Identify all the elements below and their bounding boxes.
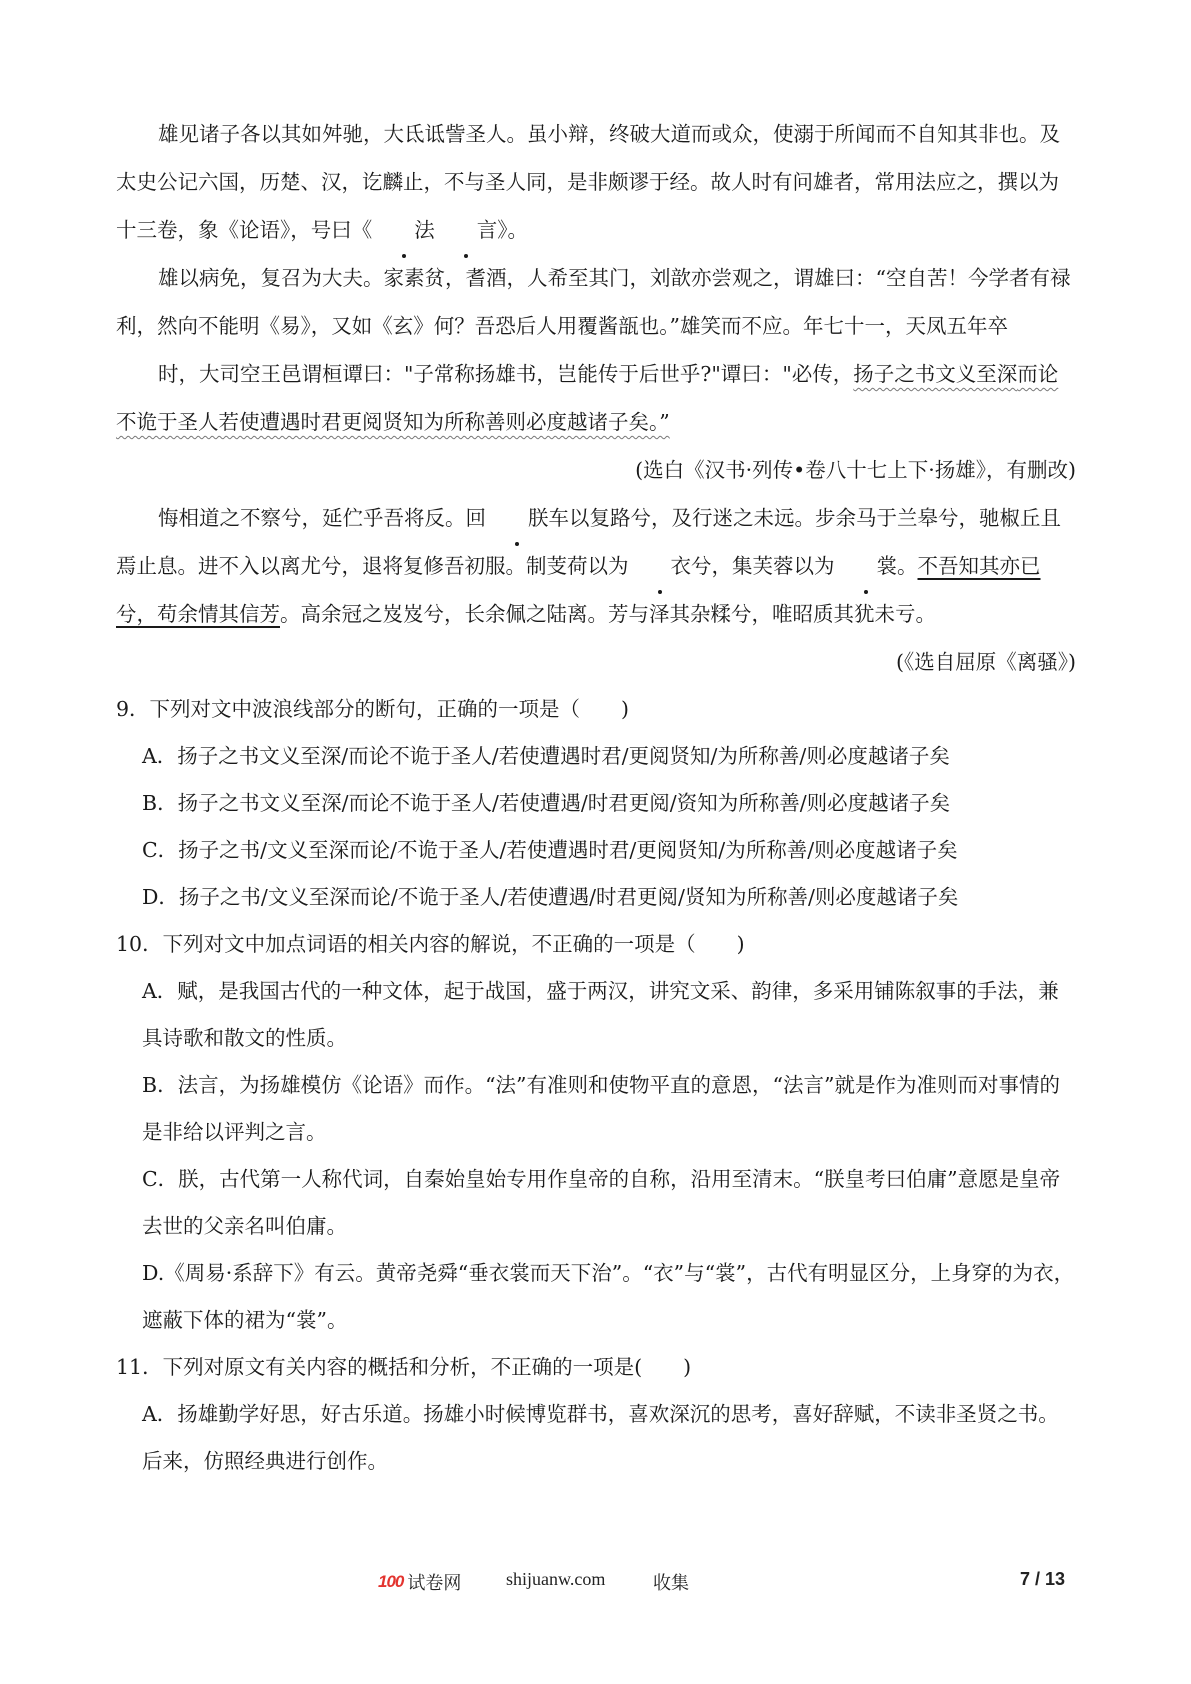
option-a: A．赋，是我国古代的一种文体，起于战国，盛于两汉，讲究文采、韵律，多采用铺陈叙事的手法，兼具诗歌和散文的性质。: [142, 979, 1059, 1050]
question-stem: 10．下列对文中加点词语的相关内容的解说，不正确的一项是（ ): [116, 932, 745, 956]
option-a: A．扬子之书文义至深/而论不诡于圣人/若使遭遇时君/更阅贤知/为所称善/则必度越诸子矣: [142, 744, 950, 768]
passage-text: 悔相道之不察兮，延伫乎吾将反。回: [158, 506, 486, 530]
question-stem: 9．下列对文中波浪线部分的断句，正确的一项是（ ): [116, 697, 630, 721]
wavy-underlined-text: 扬子之书文义至深: [853, 362, 1018, 386]
source-citation-1: (选白《汉书·列传•卷八十七上下·扬雄》，有删改): [635, 458, 1076, 482]
passage-text: 时，大司空王邑谓桓谭曰："子常称扬雄书，岂能传于后世乎?"谭曰："必传，: [158, 362, 854, 386]
emphasis-dot-word: 朕: [486, 494, 549, 542]
passage-text: 。: [897, 554, 918, 578]
document-body: [116, 112, 1076, 1485]
emphasis-dot-word: 衣: [629, 542, 692, 590]
passage-text: 车以复路兮，及行迷之未远。步余马于兰皋兮，驰椒丘且焉止息。进不入以离尤兮，退将复修吾初服。制芰荷以为: [116, 506, 1061, 578]
option-c: C．扬子之书/文义至深而论/不诡于圣人/若使遭遇时君/更阅贤知/为所称善/则必度越诸子矣: [142, 838, 958, 862]
passage-paragraph-1: [116, 110, 1076, 254]
emphasis-dot-word: 裳: [835, 542, 898, 590]
underlined-text: 不吾知其亦已兮，苟: [116, 554, 1041, 626]
question-10: [116, 921, 1076, 1344]
emphasis-dot-word: 法: [372, 206, 435, 254]
passage-text: 》。: [497, 218, 528, 242]
collect-label: 收集: [653, 1573, 689, 1593]
passage-text: 雄见诸子各以其如舛驰，大氐诋訾圣人。虽小辩，终破大道而或众，使溺于所闻而不自知其非也。及太史公记六国，历楚、汉，讫麟止，不与圣人同，是非颇谬于经。故人时有问雄者，常用法应之，撰以为十三卷，象《论语》，号曰《: [116, 122, 1060, 242]
passage-paragraph-3: [116, 350, 1076, 446]
site-logo[interactable]: [378, 1569, 461, 1595]
passage-text: 雄以病免，复召为大夫。家素贫，耆酒，人希至其门，刘歆亦尝观之，谓雄曰：“空自苦！今学者有禄利，然向不能明《易》，又如《玄》何？吾恐后人用覆酱瓿也。”雄笑而不应。年七十一，天凤五年卒: [116, 266, 1071, 338]
passage-paragraph-2: [116, 254, 1076, 350]
logo-icon: 100: [378, 1572, 404, 1591]
logo-text: 试卷网: [407, 1573, 462, 1593]
passage-text: 兮，集芙蓉以为: [691, 554, 835, 578]
question-9: [116, 686, 1076, 921]
page-number: 7 / 13: [1020, 1569, 1066, 1589]
underlined-text: 余情其信芳: [177, 602, 280, 626]
option-b: B．法言，为扬雄模仿《论语》而作。“法”有准则和使物平直的意恩，“法言”就是作为准则而对事情的是非给以评判之言。: [142, 1073, 1060, 1144]
option-d: D．扬子之书/文义至深而论/不诡于圣人/若使遭遇/时君更阅/贤知为所称善/则必度越诸子矣: [142, 885, 959, 909]
option-c: C．朕，古代第一人称代词，自秦始皇始专用作皇帝的自称，沿用至清末。“朕皇考曰伯庸”意愿是皇帝去世的父亲名叫伯庸。: [142, 1167, 1061, 1238]
option-d: D.《周易·系辞下》有云。黄帝尧舜“垂衣裳而天下治”。“衣”与“裳”，古代有明显区分，上身穿的为衣，遮蔽下体的裙为“裳”。: [142, 1261, 1075, 1332]
option-a: A．扬雄勤学好思，好古乐道。扬雄小时候博览群书，喜欢深沉的思考，喜好辞赋，不读非圣贤之书。后来，仿照经典进行创作。: [142, 1402, 1059, 1473]
passage-paragraph-4: [116, 494, 1076, 638]
site-url-link[interactable]: shijuanw.com: [506, 1569, 606, 1589]
option-b: B．扬子之书文义至深/而论不诡于圣人/若使遭遇/时君更阅/资知为所称善/则必度越诸子矣: [142, 791, 951, 815]
wavy-underlined-text: 而论不诡于圣人若使遭遇时君更阅贤知为所称善则必度越诸子矣。”: [116, 362, 1059, 434]
emphasis-dot-word: 言: [435, 206, 498, 254]
passage-text: 。高余冠之岌岌兮，长余佩之陆离。芳与泽其杂糅兮，唯昭质其犹未亏。: [280, 602, 936, 626]
page-footer: [0, 1569, 1191, 1599]
question-11: [116, 1344, 1076, 1485]
question-stem: 11．下列对原文有关内容的概括和分析，不正确的一项是( ): [116, 1355, 692, 1379]
source-citation-2: (《选自屈原《离骚》): [896, 650, 1076, 674]
